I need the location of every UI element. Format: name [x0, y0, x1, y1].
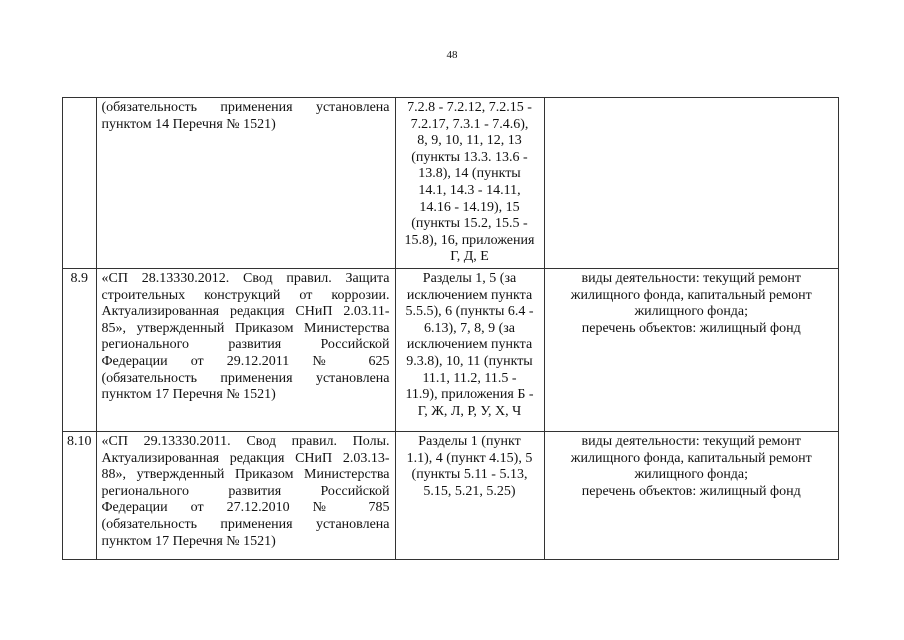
text-line: (пункты 13.3. 13.6 - [411, 149, 528, 165]
page-number: 48 [446, 49, 458, 61]
text-line: 85», утвержденный Приказом Министерства [101, 320, 390, 336]
text-line: (пункты 15.2, 15.5 - [411, 216, 528, 232]
document-cell [96, 431, 395, 559]
text-line: Актуализированная редакция СНиП 2.03.13- [101, 450, 390, 466]
text-line: 1.1), 4 (пункт 4.15), 5 [406, 450, 533, 466]
row-number-cell [63, 431, 97, 559]
scope-cell [544, 98, 839, 269]
text-line: 6.13), 7, 8, 9 (за [423, 320, 516, 336]
text-line: 14.16 - 14.19), 15 [419, 199, 520, 215]
table-row [63, 98, 839, 269]
text-line: перечень объектов: жилищный фонд [581, 320, 801, 336]
text-line: исключением пункта [406, 287, 533, 303]
text-line: (обязательность применения установлена [101, 370, 390, 386]
text-line: Федерации от 27.12.2010 № 785 [101, 500, 390, 516]
row-number: 8.9 [70, 270, 88, 286]
text-line: пунктом 17 Перечня № 1521) [101, 533, 276, 549]
text-line: Разделы 1, 5 (за [422, 270, 517, 286]
scope-cell [544, 268, 839, 431]
document-cell [96, 98, 395, 269]
sections-cell [395, 431, 544, 559]
text-line: жилищного фонда; [634, 304, 749, 320]
text-line: жилищного фонда, капитальный ремонт [570, 450, 812, 466]
text-line: (пункты 5.11 - 5.13, [411, 467, 528, 483]
text-line: жилищного фонда; [634, 467, 749, 483]
table-row [63, 431, 839, 559]
text-line: 88», утвержденный Приказом Министерства [101, 467, 390, 483]
sections-cell [395, 268, 544, 431]
text-line: 11.1, 11.2, 11.5 - [422, 370, 517, 386]
text-line: виды деятельности: текущий ремонт [581, 433, 802, 449]
text-line: 15.8), 16, приложения [404, 232, 535, 248]
row-number-cell [63, 268, 97, 431]
document-cell [96, 268, 395, 431]
text-line: строительных конструкций от коррозии. [101, 287, 390, 303]
sections-cell [395, 98, 544, 269]
text-line: 8, 9, 10, 11, 12, 13 [417, 133, 522, 149]
row-number-cell [63, 98, 97, 269]
table-row [63, 268, 839, 431]
text-line: 5.5.5), 6 (пункты 6.4 - [405, 304, 534, 320]
text-line: «СП 29.13330.2011. Свод правил. Полы. [101, 433, 390, 449]
text-line: Федерации от 29.12.2011 № 625 [101, 353, 390, 369]
text-line: Г, Д, Е [450, 249, 489, 265]
text-line: «СП 28.13330.2012. Свод правил. Защита [101, 270, 390, 286]
regulations-table [62, 97, 839, 560]
text-line: (обязательность применения установлена [101, 516, 390, 532]
text-line: 7.2.8 - 7.2.12, 7.2.15 - [407, 100, 532, 115]
row-number: 8.10 [67, 433, 92, 449]
text-line: 9.3.8), 10, 11 (пункты [406, 353, 533, 369]
scope-cell [544, 431, 839, 559]
text-line: 14.1, 14.3 - 14.11, [418, 182, 521, 198]
text-line: регионального развития Российской [101, 337, 390, 353]
text-line: 7.2.17, 7.3.1 - 7.4.6), [410, 116, 529, 132]
text-line: пунктом 14 Перечня № 1521) [101, 116, 276, 132]
text-line: перечень объектов: жилищный фонд [581, 483, 801, 499]
text-line: Актуализированная редакция СНиП 2.03.11- [101, 304, 390, 320]
text-line: исключением пункта [406, 337, 533, 353]
text-line: 11.9), приложения Б - [405, 387, 534, 403]
text-line: Г, Ж, Л, Р, У, Х, Ч [417, 403, 522, 419]
text-line: (обязательность применения установлена [101, 100, 390, 115]
text-line: 13.8), 14 (пункты [418, 166, 521, 182]
text-line: Разделы 1 (пункт [418, 433, 521, 449]
text-line: 5.15, 5.21, 5.25) [423, 483, 516, 499]
text-line: виды деятельности: текущий ремонт [581, 270, 802, 286]
text-line: жилищного фонда, капитальный ремонт [570, 287, 812, 303]
text-line: регионального развития Российской [101, 483, 390, 499]
text-line: пунктом 17 Перечня № 1521) [101, 387, 276, 403]
